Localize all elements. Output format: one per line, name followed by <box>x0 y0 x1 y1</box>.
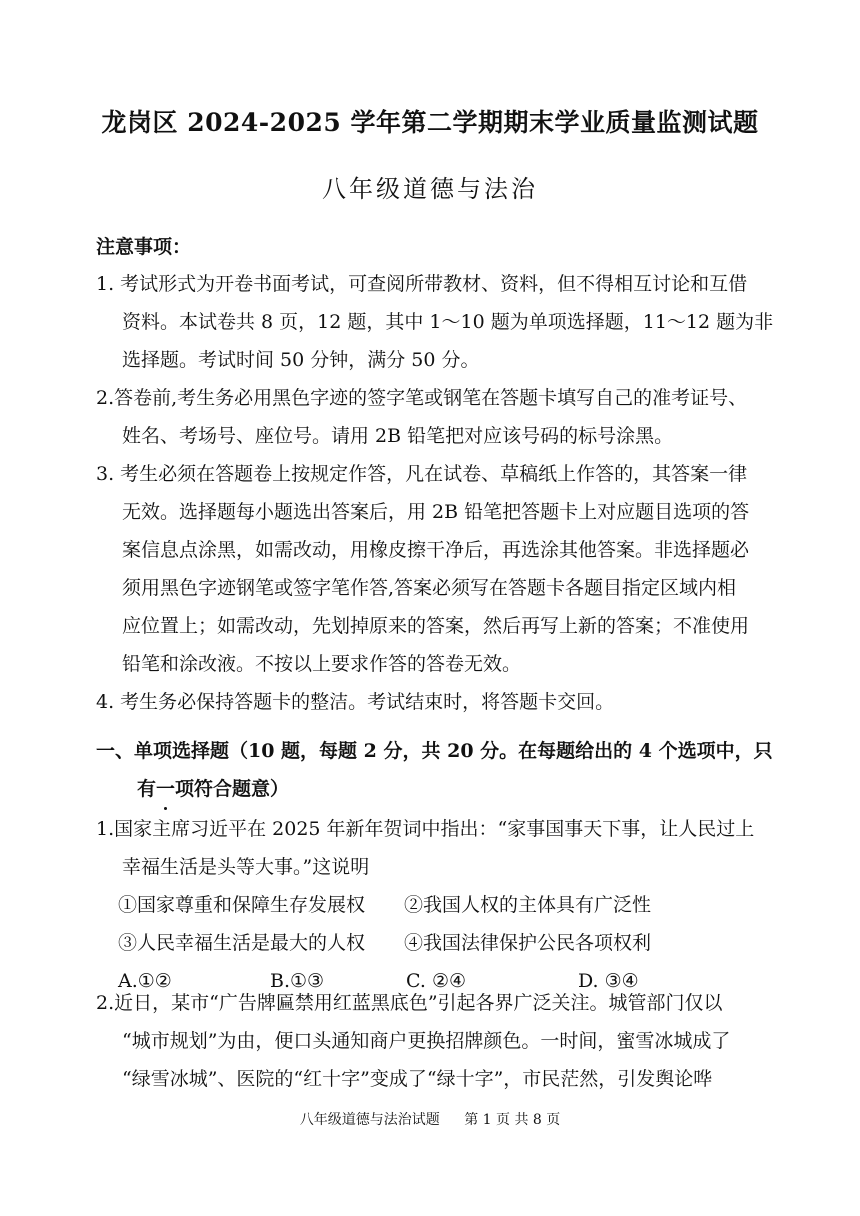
notice-item-3-line-1: 3. 考生必须在答题卷上按规定作答，凡在试卷、草稿纸上作答的，其答案一律 <box>96 463 748 485</box>
notice-item-4-line-1: 4. 考生务必保持答题卡的整洁。考试结束时，将答题卡交回。 <box>96 691 615 713</box>
exam-subtitle: 八年级道德与法治 <box>322 175 538 203</box>
q1-option-c: C. ②④ <box>406 970 467 992</box>
q1-option-b: B.①③ <box>270 970 325 992</box>
notice-item-2-line-2: 姓名、考场号、座位号。请用 2B 铅笔把对应该号码的标号涂黑。 <box>122 425 674 447</box>
page-footer <box>0 1108 860 1132</box>
q1-stem-line-2: 幸福生活是头等大事。”这说明 <box>122 856 370 878</box>
notice-item-3-line-5: 应位置上；如需改动，先划掉原来的答案，然后再写上新的答案；不准使用 <box>122 615 750 637</box>
q1-statement-2: ②我国人权的主体具有广泛性 <box>404 894 652 916</box>
q1-option-a: A.①② <box>118 970 172 992</box>
q1-statement-3: ③人民幸福生活是最大的人权 <box>118 932 366 954</box>
notice-item-1-line-1: 1. 考试形式为开卷书面考试，可查阅所带教材、资料，但不得相互讨论和互借 <box>96 273 748 295</box>
q2-stem-line-3: “绿雪冰城”、医院的“红十字”变成了“绿十字”，市民茫然，引发舆论哗 <box>122 1068 713 1090</box>
q2-stem-line-2: “城市规划”为由，便口头通知商户更换招牌颜色。一时间，蜜雪冰城成了 <box>122 1030 731 1052</box>
notice-item-1-line-3: 选择题。考试时间 50 分钟，满分 50 分。 <box>122 349 480 371</box>
section-1-text-pre: 有 <box>137 778 157 800</box>
notice-item-3-line-4: 须用黑色字迹钢笔或签字笔作答,答案必须写在答题卡各题目指定区域内相 <box>122 577 737 599</box>
q1-statement-1: ①国家尊重和保障生存发展权 <box>118 894 366 916</box>
q1-option-d: D. ③④ <box>578 970 639 992</box>
q1-stem-line-1: 1.国家主席习近平在 2025 年新年贺词中指出：“家事国事天下事，让人民过上 <box>96 818 755 840</box>
notice-item-3-line-3: 案信息点涂黑，如需改动，用橡皮擦干净后，再选涂其他答案。非选择题必 <box>122 539 750 561</box>
section-1-text-post: 项符合题意） <box>175 778 290 800</box>
footer-subject: 八年级道德与法治试题 <box>299 1112 440 1128</box>
notice-item-2-line-1: 2.答卷前,考生务必用黑色字迹的签字笔或钢笔在答题卡填写自己的准考证号、 <box>96 387 748 409</box>
notice-heading: 注意事项： <box>96 236 192 258</box>
notice-item-3-line-6: 铅笔和涂改液。不按以上要求作答的答卷无效。 <box>122 653 522 675</box>
notice-item-3-line-2: 无效。选择题每小题选出答案后，用 2B 铅笔把答题卡上对应题目选项的答 <box>122 501 750 523</box>
q2-stem-line-1: 2.近日，某市“广告牌匾禁用红蓝黑底色”引起各界广泛关注。城管部门仅以 <box>96 992 723 1014</box>
q1-statement-4: ④我国法律保护公民各项权利 <box>404 932 652 954</box>
section-1-heading-line-2 <box>137 770 289 808</box>
notice-item-1-line-2: 资料。本试卷共 8 页，12 题，其中 1～10 题为单项选择题，11～12 题为非 <box>122 311 774 333</box>
emphasis-dot-char: 一 <box>156 770 175 808</box>
section-1-heading-line-1: 一、单项选择题（10 题，每题 2 分，共 20 分。在每题给出的 4 个选项中，只 <box>96 740 773 762</box>
exam-title: 龙岗区 2024-2025 学年第二学期期末学业质量监测试题 <box>101 108 759 137</box>
footer-page-number: 第 1 页 共 8 页 <box>464 1112 561 1128</box>
